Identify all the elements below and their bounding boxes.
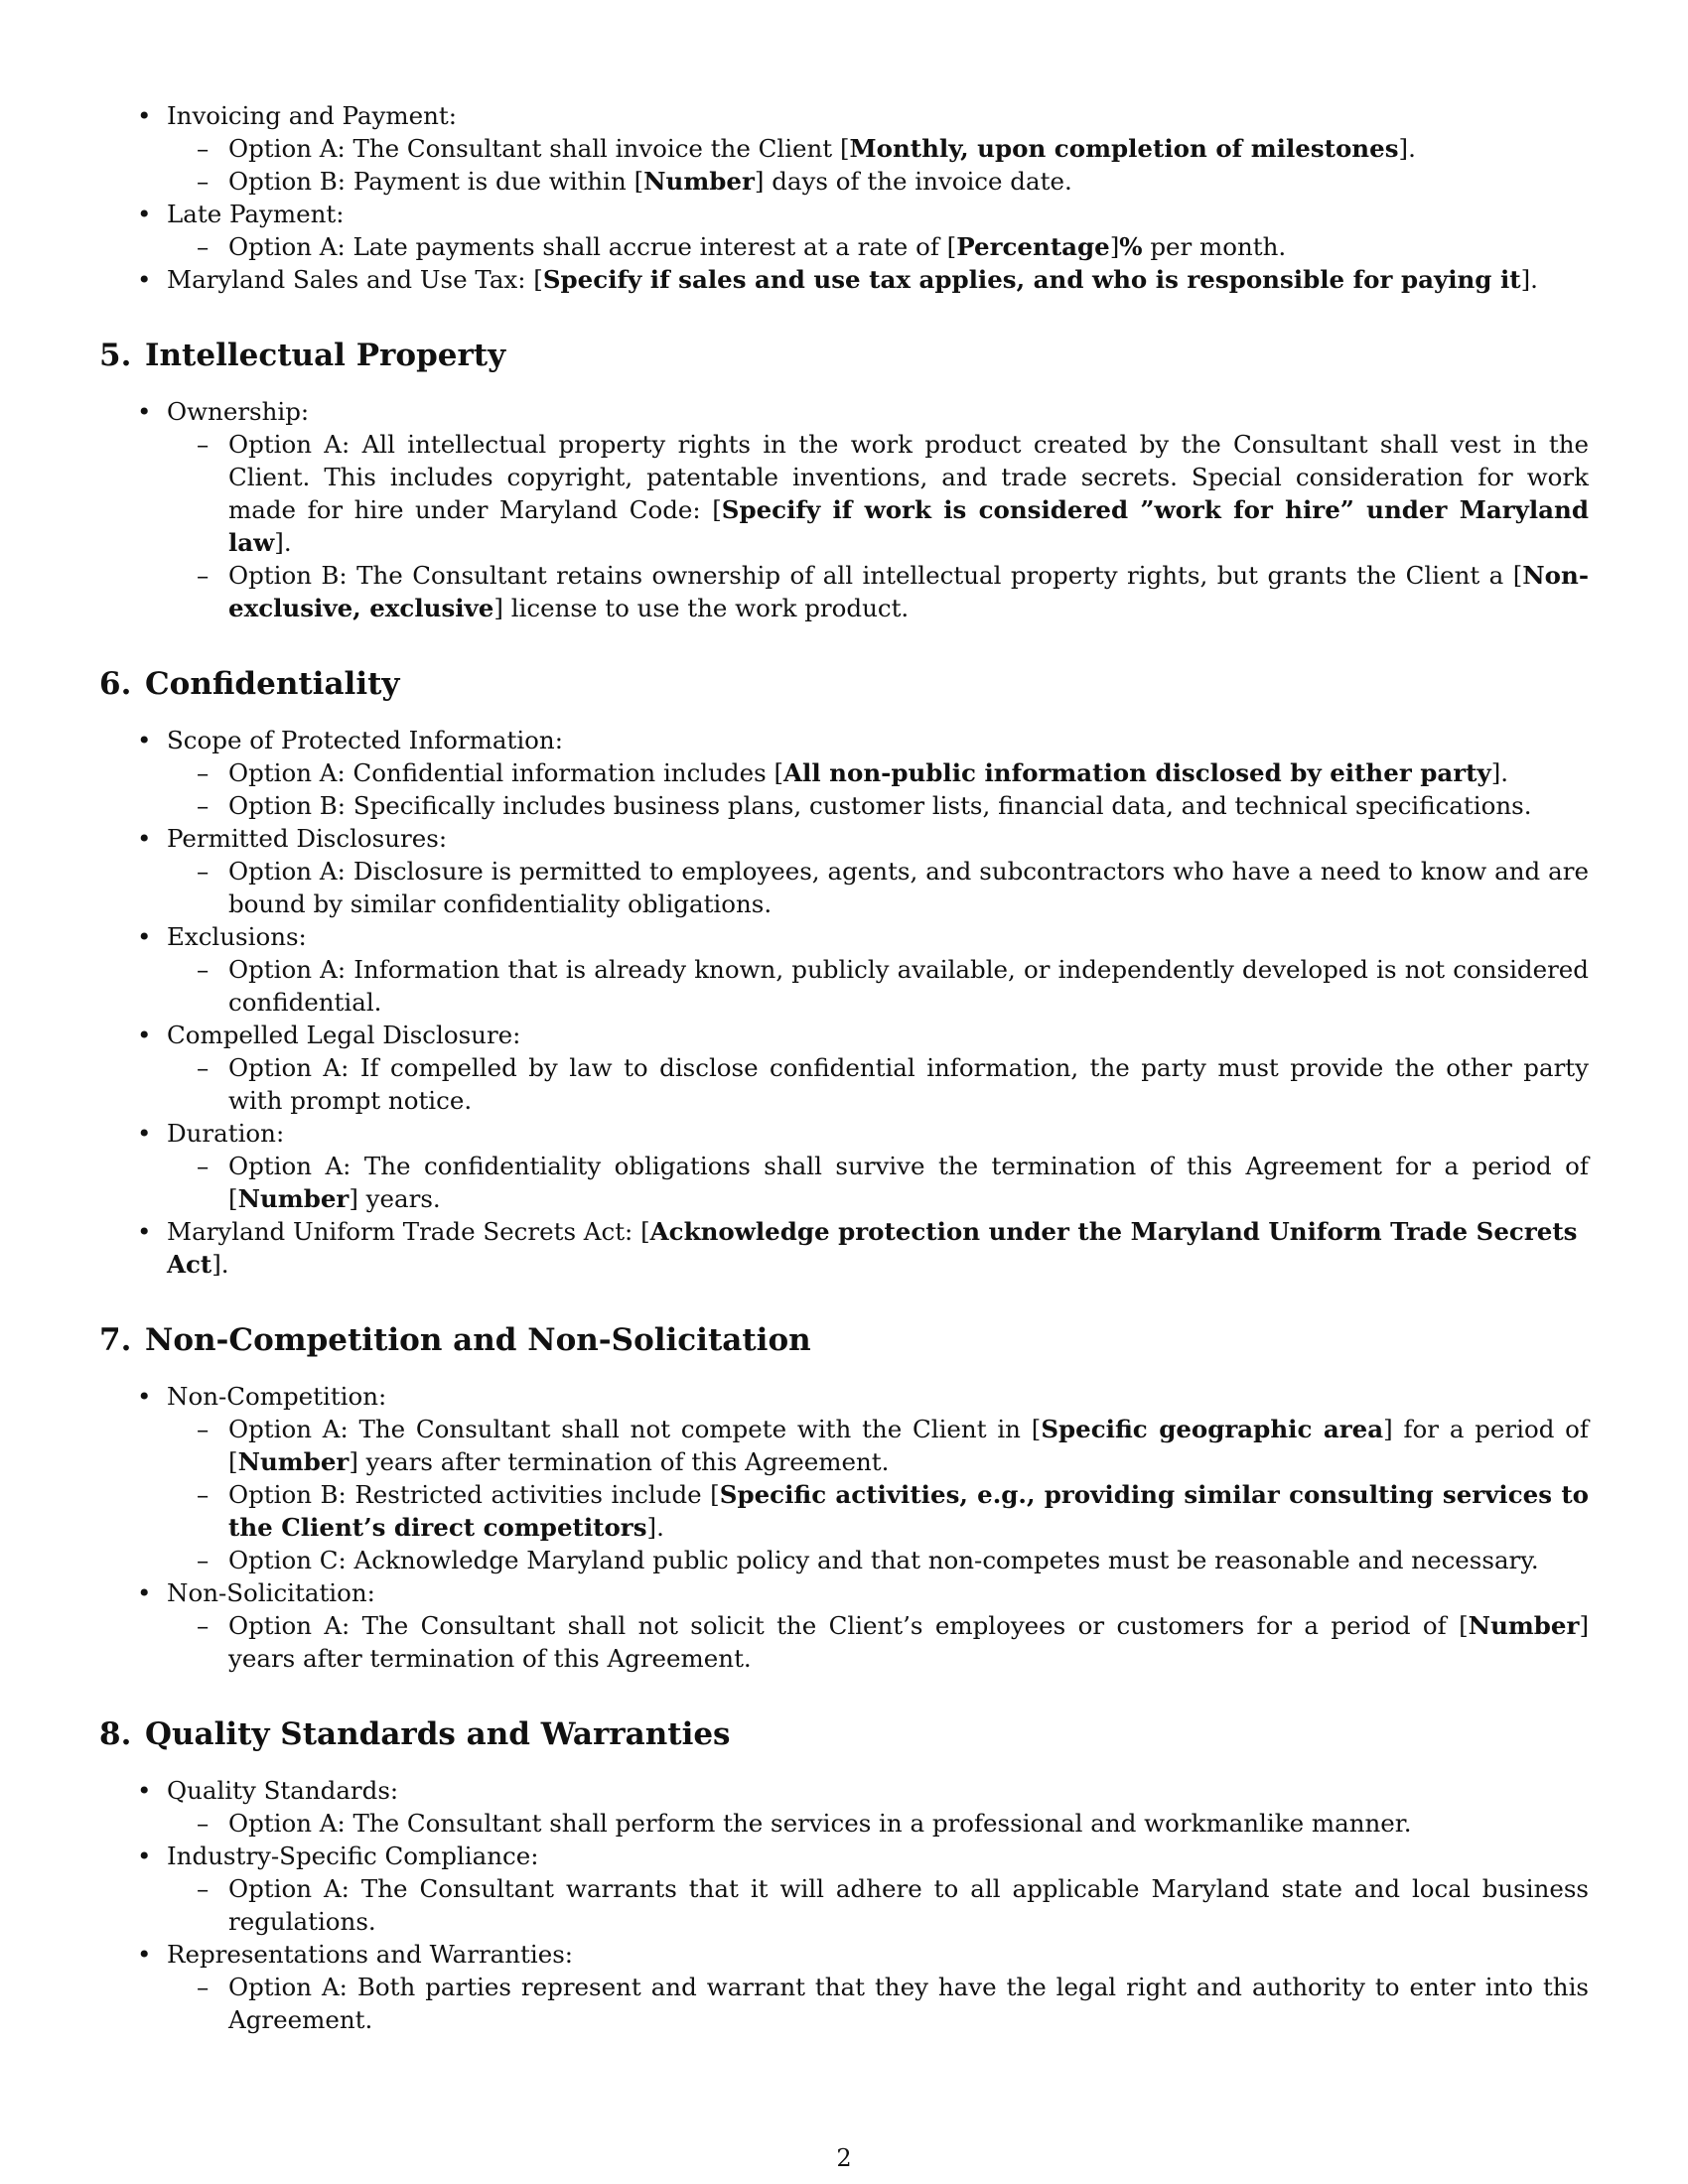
option-item bbox=[167, 1478, 1589, 1544]
list-item bbox=[99, 822, 1589, 920]
body-text: ]. bbox=[274, 528, 292, 557]
bullet-label: • Non-Competition: bbox=[167, 1382, 387, 1411]
list-item bbox=[99, 1774, 1589, 1840]
bullet-label: • Invoicing and Payment: bbox=[167, 101, 457, 130]
option-list bbox=[167, 230, 1589, 263]
list-item bbox=[99, 395, 1589, 624]
section-title: Intellectual Property bbox=[145, 338, 506, 373]
section-number: 7. bbox=[99, 1322, 132, 1358]
body-text: Option B: The Consultant retains ownership of all intellectual property rights, but grants the Client a [ bbox=[228, 561, 1523, 590]
option-item bbox=[167, 1051, 1589, 1117]
section-number: 5. bbox=[99, 338, 132, 373]
option-list bbox=[167, 132, 1589, 198]
bullet-label: • Duration: bbox=[167, 1119, 285, 1148]
option-list bbox=[167, 1971, 1589, 2036]
body-text: Option A: Confidential information includes [ bbox=[228, 758, 784, 787]
list-item bbox=[99, 1117, 1589, 1215]
option-item bbox=[167, 1544, 1589, 1576]
list-item bbox=[99, 1019, 1589, 1117]
option-item bbox=[167, 428, 1589, 559]
placeholder-text: Specific geographic area bbox=[1041, 1415, 1384, 1443]
body-text: ]. bbox=[1520, 265, 1538, 294]
bullet-list bbox=[99, 724, 1589, 1281]
body-text: per month. bbox=[1142, 232, 1287, 261]
body-text: ] years after termination of this Agreement. bbox=[349, 1447, 890, 1476]
bullet-label: • Quality Standards: bbox=[167, 1776, 399, 1805]
body-text: Option C: Acknowledge Maryland public policy and that non-competes must be reasonable and necessary. bbox=[228, 1546, 1539, 1574]
placeholder-text: Specify if work is considered ”work for hire” under Maryland law bbox=[228, 495, 1589, 557]
option-list bbox=[167, 855, 1589, 920]
list-item bbox=[99, 99, 1589, 198]
section-intellectual-property bbox=[99, 336, 1589, 624]
placeholder-text: Specific activities, e.g., providing similar consulting services to the Client’s direct competitors bbox=[228, 1480, 1589, 1542]
bullet-list bbox=[99, 395, 1589, 624]
placeholder-text: Non-exclusive, exclusive bbox=[228, 561, 1589, 622]
list-item bbox=[99, 1380, 1589, 1576]
option-item bbox=[167, 1807, 1589, 1840]
body-text: ] years after termination of this Agreement. bbox=[228, 1611, 1589, 1673]
body-text: Option A: The Consultant shall not compete with the Client in [ bbox=[228, 1415, 1042, 1443]
body-text: ]. bbox=[1490, 758, 1509, 787]
placeholder-text: Number bbox=[237, 1447, 350, 1476]
bullet-label: • Ownership: bbox=[167, 397, 310, 426]
bullet-list bbox=[99, 1380, 1589, 1675]
body-text: Option A: If compelled by law to disclose confidential information, the party must provide the other party with prompt notice. bbox=[228, 1053, 1589, 1115]
option-item bbox=[167, 756, 1589, 789]
body-text: Option A: Disclosure is permitted to employees, agents, and subcontractors who have a need to know and are bound by similar confidentiality obligations. bbox=[228, 857, 1589, 918]
placeholder-text: All non-public information disclosed by either party bbox=[783, 758, 1491, 787]
bullet-label: • Late Payment: bbox=[167, 200, 345, 228]
option-list bbox=[167, 1807, 1589, 1840]
option-item bbox=[167, 1872, 1589, 1938]
body-text: Option A: The Consultant warrants that it will adhere to all applicable Maryland state and local business regulations. bbox=[228, 1874, 1589, 1936]
option-item bbox=[167, 559, 1589, 624]
option-list bbox=[167, 1150, 1589, 1215]
body-text: ]. bbox=[211, 1250, 229, 1279]
bullet-label bbox=[167, 263, 1589, 296]
section-quality-standards-and-warranties bbox=[99, 1714, 1589, 2036]
page-number: 2 bbox=[836, 2144, 852, 2172]
body-text: Option A: Both parties represent and warrant that they have the legal right and authority to enter into this Agreement. bbox=[228, 1973, 1589, 2034]
section-heading bbox=[99, 664, 1589, 704]
section-confidentiality bbox=[99, 664, 1589, 1281]
body-text: Option B: Specifically includes business plans, customer lists, financial data, and technical specifications. bbox=[228, 791, 1532, 820]
bullet-list bbox=[99, 1774, 1589, 2036]
bullet-label: • Exclusions: bbox=[167, 922, 307, 951]
body-text: Option A: The Consultant shall invoice the Client [ bbox=[228, 134, 850, 163]
section-heading bbox=[99, 1714, 1589, 1754]
option-item bbox=[167, 1971, 1589, 2036]
placeholder-text: Monthly, upon completion of milestones bbox=[849, 134, 1399, 163]
body-text: ] bbox=[1109, 232, 1120, 261]
bullet-label bbox=[167, 1215, 1589, 1281]
body-text: Option A: Late payments shall accrue interest at a rate of [ bbox=[228, 232, 957, 261]
option-list bbox=[167, 756, 1589, 822]
list-item bbox=[99, 1840, 1589, 1938]
placeholder-text: Acknowledge protection under the Maryland Uniform Trade Secrets Act bbox=[167, 1217, 1578, 1279]
section-non-competition-and-non-solicitation bbox=[99, 1320, 1589, 1675]
placeholder-text: Number bbox=[237, 1184, 350, 1213]
section-heading bbox=[99, 336, 1589, 375]
placeholder-text: Number bbox=[643, 167, 755, 196]
list-item bbox=[99, 1215, 1589, 1281]
section-number: 6. bbox=[99, 666, 132, 702]
body-text: Option A: The Consultant shall perform the services in a professional and workmanlike manner. bbox=[228, 1809, 1412, 1838]
list-item bbox=[99, 198, 1589, 263]
document-page bbox=[99, 99, 1589, 2076]
body-text: Option B: Payment is due within [ bbox=[228, 167, 644, 196]
body-text: Option B: Restricted activities include [ bbox=[228, 1480, 720, 1509]
option-item bbox=[167, 1609, 1589, 1675]
option-list bbox=[167, 953, 1589, 1019]
option-item bbox=[167, 230, 1589, 263]
option-item bbox=[167, 953, 1589, 1019]
bullet-label: • Scope of Protected Information: bbox=[167, 726, 563, 754]
list-item bbox=[99, 263, 1589, 296]
option-item bbox=[167, 1150, 1589, 1215]
section-heading bbox=[99, 1320, 1589, 1360]
placeholder-text: Percentage bbox=[956, 232, 1110, 261]
placeholder-text: % bbox=[1119, 232, 1143, 261]
section-title: Confidentiality bbox=[145, 666, 400, 702]
option-item bbox=[167, 132, 1589, 165]
list-item bbox=[99, 1938, 1589, 2036]
option-list bbox=[167, 1413, 1589, 1576]
body-text: ] for a period of [ bbox=[228, 1415, 1589, 1476]
list-item bbox=[99, 724, 1589, 822]
body-text: ]. bbox=[1398, 134, 1416, 163]
bullet-list bbox=[99, 99, 1589, 296]
list-item bbox=[99, 920, 1589, 1019]
bullet-label: • Representations and Warranties: bbox=[167, 1940, 574, 1969]
option-item bbox=[167, 1413, 1589, 1478]
section-title: Non-Competition and Non-Solicitation bbox=[145, 1322, 811, 1358]
body-text: ] years. bbox=[349, 1184, 441, 1213]
option-list bbox=[167, 428, 1589, 624]
option-list bbox=[167, 1872, 1589, 1938]
option-list bbox=[167, 1051, 1589, 1117]
body-text: Maryland Uniform Trade Secrets Act: [ bbox=[167, 1217, 650, 1246]
section-title: Quality Standards and Warranties bbox=[145, 1716, 731, 1752]
section-number: 8. bbox=[99, 1716, 132, 1752]
placeholder-text: Specify if sales and use tax applies, and who is responsible for paying it bbox=[542, 265, 1521, 294]
section-payment-continued bbox=[99, 99, 1589, 296]
body-text: ] license to use the work product. bbox=[493, 594, 910, 622]
bullet-label: • Compelled Legal Disclosure: bbox=[167, 1021, 521, 1049]
bullet-label: • Permitted Disclosures: bbox=[167, 824, 448, 853]
body-text: Option A: The Consultant shall not solicit the Client’s employees or customers for a period of [ bbox=[228, 1611, 1469, 1640]
placeholder-text: Number bbox=[1468, 1611, 1580, 1640]
bullet-label: • Industry-Specific Compliance: bbox=[167, 1842, 539, 1870]
body-text: Option A: Information that is already known, publicly available, or independently developed is not considered confidential. bbox=[228, 955, 1589, 1017]
option-item bbox=[167, 789, 1589, 822]
list-item bbox=[99, 1576, 1589, 1675]
body-text: Maryland Sales and Use Tax: [ bbox=[167, 265, 543, 294]
option-item bbox=[167, 165, 1589, 198]
sections-container bbox=[99, 336, 1589, 2036]
bullet-label: • Non-Solicitation: bbox=[167, 1578, 375, 1607]
body-text: ] days of the invoice date. bbox=[754, 167, 1072, 196]
body-text: Option A: All intellectual property rights in the work product created by the Consultant shall vest in the Client. This includes copyright, patentable inventions, and trade secrets. Special consideration for work made for hire under Maryland Code: [ bbox=[228, 430, 1589, 524]
body-text: Option A: The confidentiality obligations shall survive the termination of this Agreement for a period of [ bbox=[228, 1152, 1589, 1213]
option-list bbox=[167, 1609, 1589, 1675]
body-text: ]. bbox=[646, 1513, 664, 1542]
option-item bbox=[167, 855, 1589, 920]
